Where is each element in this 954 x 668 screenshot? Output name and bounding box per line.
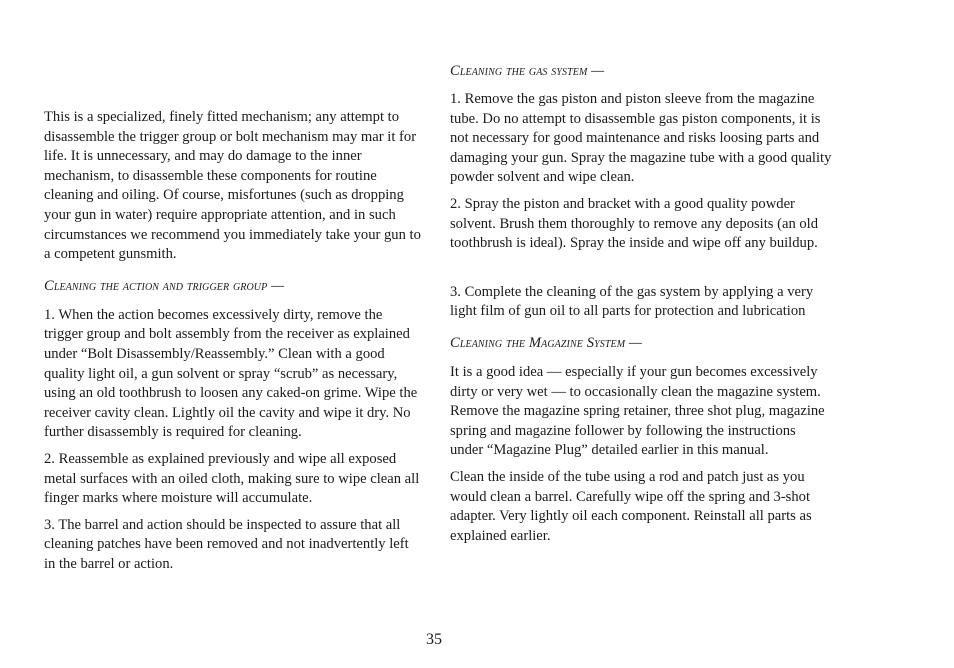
action-step-2: 2. Reassemble as explained previously and wipe all exposed metal surfaces with an oiled cloth, making sure to wipe clean all finger marks where moisture will accumulate. [44, 450, 420, 507]
gas-system-heading: Cleaning the gas system — [450, 63, 605, 79]
left-column [44, 108, 422, 581]
action-step-3: 3. The barrel and action should be inspected to assure that all cleaning patches have been removed and not inadvertently left in the barrel or action. [44, 516, 409, 572]
right-column [450, 62, 832, 553]
magazine-paragraph-1: It is a good idea — especially if your gun becomes excessively dirty or very wet — to occasionally clean the magazine system. Remove the magazine spring retainer, three shot plug, magazine spring and magazine follower by following the instructions under “Magazine Plug” detailed earlier in this manual. [450, 363, 825, 459]
magazine-paragraph-2: Clean the inside of the tube using a rod and patch just as you would clean a barrel. Carefully wipe off the spring and 3-shot adapter. Very lightly oil each component. Reinstall all parts as explained earlier. [450, 468, 812, 544]
gas-step-2: 2. Spray the piston and bracket with a good quality powder solvent. Brush them thoroughly to remove any deposits (an old toothbrush is ideal). Spray the inside and wipe off any buildup. [450, 195, 819, 252]
gas-step-1: 1. Remove the gas piston and piston sleeve from the magazine tube. Do no attempt to disassemble gas piston components, it is not necessary for good maintenance and risks loosing parts and damaging your gun. Spray the magazine tube with a good quality powder solvent and wipe clean. [450, 91, 832, 186]
action-step-1: 1. When the action becomes excessively dirty, remove the trigger group and bolt assembly from the receiver as explained under “Bolt Disassembly/Reassembly.” Clean with a good quality light oil, a gun solvent or spray “scrub” as necessary, using an old toothbrush to loosen any caked-on grime. Wipe the receiver cavity clean. Lightly oil the cavity and wipe it dry. No further disassembly is required for cleaning. [44, 306, 418, 441]
spacer [450, 261, 832, 283]
action-trigger-heading: Cleaning the action and trigger group — [44, 277, 285, 294]
magazine-system-heading: Cleaning the Magazine System — [450, 334, 642, 351]
intro-paragraph: This is a specialized, finely fitted mechanism; any attempt to disassemble the trigger group or bolt mechanism may mar it for life. It is unnecessary, and may do damage to the inner mechanism, to disassemble these components for routine cleaning and oiling. Of course, misfortunes (such as dropping your gun in water) require appropriate attention, and in such circumstances we recommend you immediately take your gun to a competent gunsmith. [44, 109, 421, 263]
gas-step-3: 3. Complete the cleaning of the gas system by applying a very light film of gun oil to all parts for protection and lubrication [450, 283, 814, 320]
page-number: 35 [426, 631, 442, 648]
